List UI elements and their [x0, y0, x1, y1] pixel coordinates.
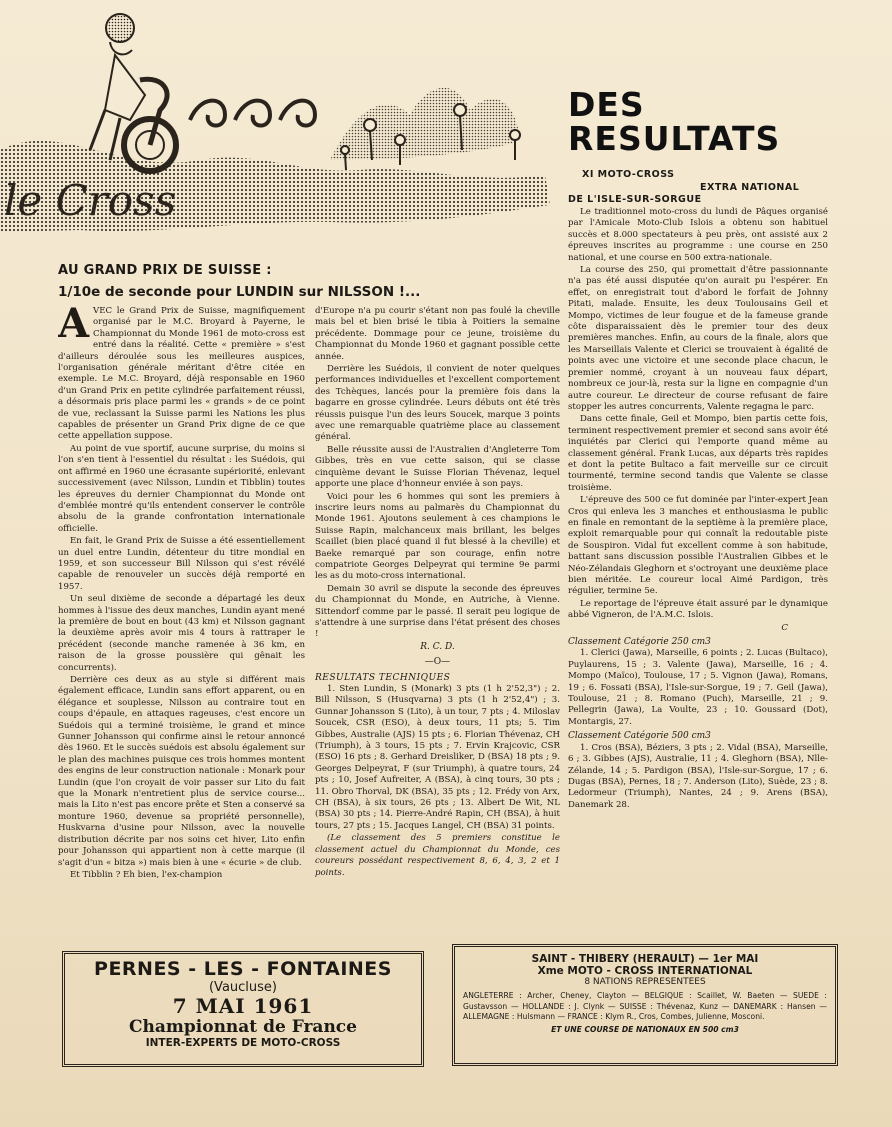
paragraph: Derrière les Suédois, il convient de noter quelques performances individuelles et l'excellent comportement des Tchèques, lancés pour la première fois dans la bagarre en grosse cylindrée. Leurs débuts ont été très réussis puisque l'un des leurs Soucek, marque 3 points avec une remarquable quatrième place au classement général.: [315, 364, 560, 443]
ad-pernes-line-2: (Vaucluse): [208, 980, 277, 995]
paragraph: VEC le Grand Prix de Suisse, magnifiquement organisé par le M.C. Broyard à Payerne, le Championnat du Monde 1961 de moto-cross est entré dans la réalité. Cette « première » s'est d'ailleurs déroulée sous les meilleures auspices, l'organisation générale méritant d'être citée en exemple. Le M.C. Broyard, déjà responsable en 1960 d'un Grand Prix en petite cylindrée parfaitement réussi, a désormais pris place parmi les « grands » de ce point de vue, reclassant la Suisse parmi les Nations les plus capables de présenter un Grand Prix digne de ce que cette appellation suppose.: [58, 306, 305, 442]
ad-thibery-line-2: Xme MOTO - CROSS INTERNATIONAL: [537, 965, 753, 977]
ad-thibery-line-4: ANGLETERRE : Archer, Cheney, Clayton — BELGIQUE : Scaillet, W. Baeten — SUEDE : Gustavsson — HOLLANDE : J. Clynk — SUISSE : Thévenaz, Kunz — DANEMARK : Hansen — ALLEMAGNE : Hulsmann — FRANCE : Klym R., Cros, Combes, Julienne, Mosconi.: [463, 991, 827, 1021]
logo-text: le Cross: [4, 176, 177, 225]
separator: —O—: [424, 657, 451, 668]
ad-pernes-line-4: Championnat de France: [129, 1017, 357, 1037]
article-subheading: 1/10e de seconde pour LUNDIN sur NILSSON !...: [58, 284, 421, 300]
results-text: 1. Sten Lundin, S (Monark) 3 pts (1 h 2'52,3") ; 2. Bill Nilsson, S (Husqvarna) 3 pts (1 h 2'52,4") ; 3. Gunnar Johansson S (Lito), à un tour, 7 pts ; 4. Miloslav Soucek, CSR (ESO), à deux tours, 11 pts; 5. Tim Gibbes, Australie (AJS) 15 pts ; 6. Florian Thévenaz, CH (Triumph), à 3 tours, 15 pts ; 7. Ervin Krajcovic, CSR (ESO) 16 pts ; 8. Gerhard Dreisliker, D (BSA) 18 pts ; 9. Georges Delpeyrat, F (sur Triumph), à quatre tours, 24 pts ; 10, Josef Aufreiter, A (BSA), à cinq tours, 30 pts ; 11. Obro Thorval, DK (BSA), 35 pts ; 12. Frédy von Arx, CH (BSA), à six tours, 26 pts ; 13. Albert De Wit, NL (BSA) 30 pts ; 14. Pierre-André Rapin, CH (BSA), à huit tours, 27 pts ; 15. Jacques Langel, CH (BSA) 31 points.: [315, 684, 560, 831]
ad-thibery-line-3: 8 NATIONS REPRESENTEES: [584, 977, 706, 987]
class-500-text: 1. Cros (BSA), Béziers, 3 pts ; 2. Vidal (BSA), Marseille, 6 ; 3. Gibbes (AJS), Australie, 11 ; 4. Gleghorn (BSA), Nlle-Zélande, 14 ; 5. Pardigon (BSA), l'Isle-sur-Sorgue, 17 ; 6. Dugas (BSA), Pernes, 18 ; 7. Anderson (Lito), Suède, 23 ; 8. Ledormeur (Triumph), Nantes, 24 ; 9. Arens (BSA), Danemark 28.: [568, 742, 828, 810]
class-250-title: Classement Catégorie 250 cm3: [568, 637, 711, 648]
paragraph: Derrière ces deux as au style si différent mais également efficace, Lundin sans effort apparent, ou en élégance et souplesse, Nilsson au contraire tout en coups d'épaule, en attaques rageuses, c'est encore un Suédois qui a terminé troisième, le grand et mince Gunner Johansson qui confirme ainsi le retour annoncé dès 1960. Et le succès suédois est absolu également sur le plan des machines puisque ces trois hommes montent des engins de leur construction nationale : Monark pour Lundin (que l'on croyait de voir passer sur Lito du fait que la Monark n'entretient plus de service course... mais la Lito n'est pas encore prête et Sten a conservé sa monture 1960, devenue sa propriété personnelle), Huskvarna d'usine pour Nilsson, avec la nouvelle distribution décrite par nos soins cet hiver, Lito enfin pour Johansson qui appartient non à cette marque (il s'agit d'un « bitza ») mais bien à une « écurie » de club.: [58, 675, 305, 868]
page-title: [568, 85, 868, 158]
motocross-rider-illustration: [0, 0, 560, 240]
event-line-3: DE L'ISLE-SUR-SORGUE: [568, 194, 702, 205]
paragraph: Le reportage de l'épreuve était assuré par le dynamique abbé Vigneron, de l'A.M.C. Islois.: [568, 598, 828, 621]
title-line-1: DES: [568, 85, 645, 124]
article-column-2: [315, 306, 560, 930]
paragraph: Dans cette finale, Geil et Mompo, bien partis cette fois, terminent respectivement premier et second sans avoir été inquiétés par Clerici qui l'emporte quand même au classement général. Frank Lucas, aux départs très rapides et dont la petite Bultaco a fait merveille sur ce circuit tourmenté, termine second tandis que Valente se classe troisième.: [568, 414, 828, 493]
event-line-2: EXTRA NATIONAL: [700, 182, 800, 193]
class-500-title: Classement Catégorie 500 cm3: [568, 731, 711, 742]
signature: R. C. D.: [420, 641, 455, 652]
paragraph: Et Tibblin ? Eh bien, l'ex-champion: [70, 869, 223, 880]
paragraph: Le traditionnel moto-cross du lundi de Pâques organisé par l'Amicale Moto-Club Islois a obtenu son habituel succès et 8.000 spectateurs à peu près, ont assisté aux 2 épreuves inscrites au programme : une course en 250 national, et une course en 500 extra-nationale.: [568, 207, 828, 263]
ad-saint-thibery: [452, 944, 838, 1066]
title-line-2: RESULTATS: [568, 119, 781, 158]
event-line-1: XI MOTO-CROSS: [582, 169, 675, 180]
paragraph: L'épreuve des 500 ce fut dominée par l'inter-expert Jean Cros qui enleva les 3 manches et enthousiasma le public en finale en remontant de la septième à la première place, exploit remarquable pour qui connaît la redoutable piste de Souspiron. Vidal fut excellent comme à son habitude, battant sans discussion possible l'Australien Gibbes et le Néo-Zélandais Gleghorn et s'octroyant une deuxième place bien méritée. Le coureur local Aimé Pardigon, très régulier, termine 5e.: [568, 495, 828, 597]
paragraph: Belle réussite aussi de l'Australien d'Angleterre Tom Gibbes, très en vue cette saison, qui se classe cinquième devant le Suisse Florian Thévenaz, lequel apporte une place d'honneur enviée à son pays.: [315, 444, 560, 490]
ad-pernes-les-fontaines: [62, 951, 424, 1067]
masthead-illustration: [0, 0, 560, 240]
article-column-1: [58, 306, 305, 930]
ad-pernes-line-5: INTER-EXPERTS DE MOTO-CROSS: [145, 1037, 341, 1049]
paragraph: Voici pour les 6 hommes qui sont les premiers à inscrire leurs noms au palmarès du Championnat du Monde 1961. Ajoutons seulement à ces champions le Suisse Rapin, malchanceux mais brillant, les belges Scaillet (bien placé quand il fut blessé à la cheville) et Baeke remarqué par son courage, enfin notre compatriote Georges Delpeyrat qui termine 9e parmi les as du moto-cross international.: [315, 491, 560, 582]
ad-thibery-line-1: SAINT - THIBERY (HERAULT) — 1er MAI: [531, 953, 759, 965]
article-heading: AU GRAND PRIX DE SUISSE :: [58, 263, 272, 278]
paragraph: La course des 250, qui promettait d'être passionnante n'a pas été aussi disputée qu'on aurait pu l'espérer. En effet, on enregistrait tout d'abord le forfait de Johnny Pitati, malade. Ensuite, les deux Toulousains Geil et Mompo, victimes de leur fougue et de la fameuse grande côte disparaissaient dès le premier tour des deux premières manches. Enfin, au cours de la finale, alors que les Marseillais Valente et Clerici se trouvaient à égalité de points avec une victoire et une seconde place chacun, le premier nommé, croyant à un nouveau faux départ, nombreux ce jour-là, resta sur la ligne en compagnie d'un autre coureur. Le directeur de course refusant de faire stopper les autres concurrents, Valente regagna le parc.: [568, 265, 828, 412]
signature: C: [781, 622, 788, 633]
ad-pernes-line-3: 7 MAI 1961: [172, 994, 314, 1018]
article-column-right: [568, 207, 828, 932]
results-title: RESULTATS TECHNIQUES: [315, 672, 451, 683]
paragraph: Demain 30 avril se dispute la seconde des épreuves du Championnat du Monde, en Autriche, à Vienne. Sittendorf comme par le passé. Il serait peu logique de s'attendre à une surprise dans l'état présent des choses !: [315, 583, 560, 640]
drop-cap: A: [58, 306, 90, 347]
ad-pernes-line-1: PERNES - LES - FONTAINES: [94, 958, 392, 980]
paragraph: d'Europe n'a pu courir s'étant non pas foulé la cheville mais bel et bien brisé le tibia à Poitiers la semaine précédente. Dommage pour ce jeune, troisième du Championnat du Monde 1960 et gagnant possible cette année.: [315, 306, 560, 362]
ad-thibery-line-5: ET UNE COURSE DE NATIONAUX EN 500 cm3: [551, 1024, 739, 1034]
paragraph: Au point de vue sportif, aucune surprise, du moins si l'on s'en tient à l'essentiel du résultat : les Suédois, qui ont affirmé en 1960 une écrasante supériorité, enlevant successivement (avec Nilsson, Lundin et Tibblin) toutes les épreuves du dernier Championnat du Monde ont d'emblée montré qu'ils entendent conserver le contrôle absolu de la grande confrontation internationale officielle.: [58, 443, 305, 534]
class-250-text: 1. Clerici (Jawa), Marseille, 6 points ; 2. Lucas (Bultaco), Puylaurens, 15 ; 3. Valente (Jawa), Marseille, 16 ; 4. Mompo (Maïco), Toulouse, 17 ; 5. Vignon (Jawa), Romans, 19 ; 6. Fossati (BSA), l'Isle-sur-Sorgue, 19 ; 7. Geil (Jawa), Toulouse, 21 ; 8. Romano (Puch), Marseille, 21 ; 9. Pellegrin (Jawa), La Voulte, 23 ; 10. Goussard (Dot), Montargis, 27.: [568, 648, 828, 727]
results-note: (Le classement des 5 premiers constitue le classement actuel du Championnat du Monde, ces coureurs possédant respectivement 8, 6, 4, 3, 2 et 1 points.: [315, 833, 560, 878]
paragraph: Un seul dixième de seconde a départagé les deux hommes à l'issue des deux manches, Lundin ayant mené la première de bout en bout (43 km) et Nilsson gagnant la deuxième après avoir mis 4 tours à rattraper le précédent (seconde manche ramenée à 36 km, en raison de la grosse poussière qui gênait les concurrents).: [58, 594, 305, 673]
paragraph: En fait, le Grand Prix de Suisse a été essentiellement un duel entre Lundin, détenteur du titre mondial en 1959, et son successeur Bill Nilsson qui s'est révélé capable de renouveler un succès déjà remporté en 1957.: [58, 536, 305, 592]
